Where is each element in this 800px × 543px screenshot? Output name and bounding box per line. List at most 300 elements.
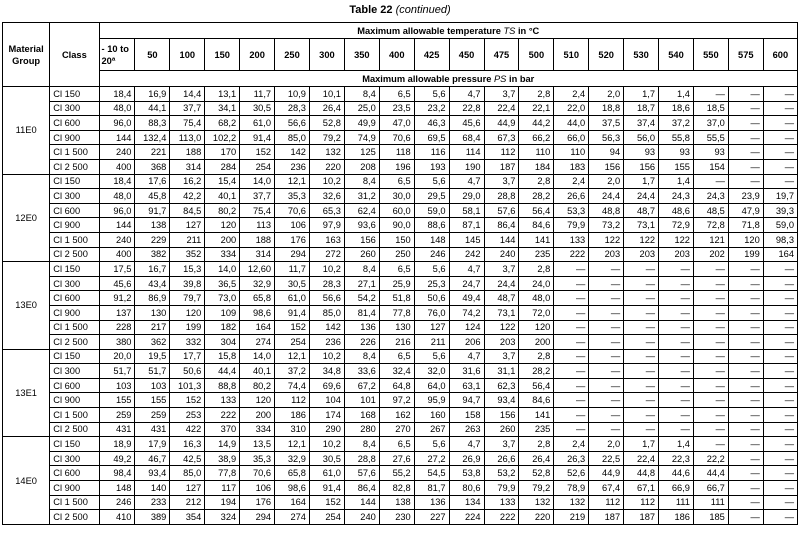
material-group-cell: 12E0 (3, 174, 50, 262)
pressure-value-cell: 12,1 (275, 174, 310, 189)
table-row (3, 393, 798, 408)
pressure-value-cell: 97,2 (379, 393, 414, 408)
pressure-value-cell: 98,6 (240, 305, 275, 320)
pressure-value-cell: 37,2 (275, 364, 310, 379)
pressure-value-cell: 130 (379, 320, 414, 335)
class-cell: Cl 300 (50, 451, 99, 466)
pressure-value-cell: 82,8 (379, 481, 414, 496)
pressure-value-cell: 2,0 (589, 437, 624, 452)
pressure-value-cell: 88,8 (205, 378, 240, 393)
pressure-value-cell: 28,3 (309, 276, 344, 291)
pressure-value-cell: 26,9 (449, 451, 484, 466)
pressure-value-cell: — (728, 276, 763, 291)
pressure-value-cell: 19,5 (135, 349, 170, 364)
pressure-value-cell: — (728, 87, 763, 102)
table-row (3, 495, 798, 510)
class-cell: Cl 2 500 (50, 159, 99, 174)
pressure-value-cell: 190 (449, 159, 484, 174)
pressure-value-cell: 88,3 (135, 116, 170, 131)
class-cell: Cl 600 (50, 291, 99, 306)
pressure-value-cell: 354 (170, 510, 205, 525)
pressure-value-cell: 23,5 (379, 101, 414, 116)
pressure-value-cell: 43,4 (135, 276, 170, 291)
pressure-value-cell: — (728, 320, 763, 335)
pressure-value-cell: — (728, 291, 763, 306)
class-cell: Cl 150 (50, 174, 99, 189)
table-row (3, 422, 798, 437)
pressure-value-cell: 150 (379, 232, 414, 247)
pressure-value-cell: 18,5 (693, 101, 728, 116)
pressure-value-cell: 64,0 (414, 378, 449, 393)
pressure-value-cell: 47,0 (379, 116, 414, 131)
pressure-value-cell: 132,4 (135, 130, 170, 145)
pressure-value-cell: 106 (240, 481, 275, 496)
pressure-value-cell: 75,4 (170, 116, 205, 131)
pressure-value-cell: — (659, 335, 694, 350)
pressure-value-cell: — (554, 393, 589, 408)
pressure-value-cell: 5,6 (414, 437, 449, 452)
pressure-value-cell: 79,7 (170, 291, 205, 306)
class-cell: Cl 300 (50, 276, 99, 291)
pressure-value-cell: 122 (624, 232, 659, 247)
pressure-value-cell: 259 (135, 408, 170, 423)
table-body (3, 87, 798, 525)
pressure-value-cell: 142 (275, 145, 310, 160)
pressure-value-cell: — (693, 422, 728, 437)
pressure-value-cell: 125 (344, 145, 379, 160)
pressure-value-cell: 164 (763, 247, 797, 262)
pressure-value-cell: 28,8 (344, 451, 379, 466)
pressure-value-cell: 188 (240, 232, 275, 247)
material-group-cell: 13E1 (3, 349, 50, 437)
pressure-value-cell: 22,4 (484, 101, 519, 116)
pressure-value-cell: 22,2 (693, 451, 728, 466)
temperature-values-row (3, 39, 798, 71)
pressure-value-cell: 22,0 (554, 101, 589, 116)
pressure-value-cell: — (728, 349, 763, 364)
pressure-value-cell: 196 (379, 159, 414, 174)
pressure-value-cell: 127 (170, 218, 205, 233)
pressure-value-cell: 74,2 (449, 305, 484, 320)
class-cell: Cl 2 500 (50, 247, 99, 262)
pressure-value-cell: 31,1 (484, 364, 519, 379)
pressure-value-cell: 164 (275, 495, 310, 510)
pressure-value-cell: 334 (240, 422, 275, 437)
pressure-value-cell: 133 (484, 495, 519, 510)
pressure-value-cell: 12,60 (240, 262, 275, 277)
pressure-value-cell: 51,7 (99, 364, 135, 379)
pressure-value-cell: 46,3 (414, 116, 449, 131)
pressure-value-cell: 110 (554, 145, 589, 160)
class-cell: Cl 900 (50, 393, 99, 408)
pressure-value-cell: — (624, 349, 659, 364)
pressure-value-cell: 84,5 (170, 203, 205, 218)
pressure-value-cell: — (624, 364, 659, 379)
pressure-value-cell: 80,2 (205, 203, 240, 218)
pressure-value-cell: 1,7 (624, 87, 659, 102)
class-cell: Cl 1 500 (50, 495, 99, 510)
temperature-col-14: 520 (589, 39, 624, 71)
pressure-value-cell: 61,0 (240, 116, 275, 131)
pressure-value-cell: 60,0 (379, 203, 414, 218)
pressure-value-cell: 168 (344, 408, 379, 423)
table-row (3, 305, 798, 320)
pressure-value-cell: — (763, 481, 797, 496)
pressure-value-cell: 194 (205, 495, 240, 510)
pressure-value-cell: 103 (99, 378, 135, 393)
pressure-value-cell: 10,2 (309, 262, 344, 277)
pressure-value-cell: 155 (135, 393, 170, 408)
pressure-temperature-table (2, 22, 798, 525)
table-row (3, 466, 798, 481)
pressure-value-cell: 19,7 (763, 189, 797, 204)
pressure-value-cell: — (763, 305, 797, 320)
pressure-value-cell: 42,5 (170, 451, 205, 466)
pressure-value-cell: 37,0 (693, 116, 728, 131)
pressure-value-cell: 260 (484, 422, 519, 437)
pressure-value-cell: 8,4 (344, 174, 379, 189)
pressure-value-cell: 31,2 (344, 189, 379, 204)
pressure-value-cell: — (728, 422, 763, 437)
pressure-value-cell: 76,0 (414, 305, 449, 320)
pressure-value-cell: 3,7 (484, 87, 519, 102)
pressure-value-cell: 24,4 (589, 189, 624, 204)
pressure-value-cell: 136 (344, 320, 379, 335)
pressure-value-cell: 30,5 (309, 451, 344, 466)
pressure-value-cell: 112 (589, 495, 624, 510)
class-cell: Cl 2 500 (50, 422, 99, 437)
pressure-value-cell: 250 (379, 247, 414, 262)
pressure-value-cell: 48,8 (589, 203, 624, 218)
pressure-value-cell: 18,4 (99, 174, 135, 189)
pressure-value-cell: 208 (344, 159, 379, 174)
table-row (3, 145, 798, 160)
temperature-col-9: 425 (414, 39, 449, 71)
pressure-value-cell: 65,8 (275, 466, 310, 481)
pressure-value-cell: 158 (449, 408, 484, 423)
pressure-value-cell: — (693, 305, 728, 320)
pressure-value-cell: 156 (589, 159, 624, 174)
pressure-value-cell: 94,7 (449, 393, 484, 408)
class-cell: Cl 1 500 (50, 232, 99, 247)
pressure-value-cell: 79,9 (484, 481, 519, 496)
pressure-value-cell: — (763, 276, 797, 291)
pressure-value-cell: — (728, 495, 763, 510)
pressure-value-cell: 24,3 (659, 189, 694, 204)
pressure-value-cell: 2,8 (519, 349, 554, 364)
class-cell: Cl 900 (50, 218, 99, 233)
pressure-value-cell: 6,5 (379, 349, 414, 364)
pressure-value-cell: 134 (449, 495, 484, 510)
pressure-value-cell: 16,2 (170, 174, 205, 189)
pressure-value-cell: 222 (205, 408, 240, 423)
pressure-value-cell: 117 (205, 481, 240, 496)
pressure-value-cell: 70,6 (379, 130, 414, 145)
pressure-value-cell: 8,4 (344, 437, 379, 452)
pressure-value-cell: — (728, 262, 763, 277)
pressure-value-cell: 22,3 (659, 451, 694, 466)
pressure-value-cell: 221 (135, 145, 170, 160)
pressure-value-cell: — (554, 320, 589, 335)
pressure-value-cell: 163 (309, 232, 344, 247)
pressure-value-cell: 20,0 (99, 349, 135, 364)
pressure-value-cell: 44,8 (624, 466, 659, 481)
pressure-value-cell: 57,6 (344, 466, 379, 481)
pressure-value-cell: 124 (449, 320, 484, 335)
pressure-value-cell: 222 (554, 247, 589, 262)
pressure-value-cell: 61,0 (275, 291, 310, 306)
pressure-value-cell: 62,3 (484, 378, 519, 393)
table-row (3, 349, 798, 364)
pressure-value-cell: 55,2 (379, 466, 414, 481)
pressure-value-cell: 73,1 (624, 218, 659, 233)
pressure-value-cell: 23,9 (728, 189, 763, 204)
pressure-value-cell: 27,1 (344, 276, 379, 291)
pressure-value-cell: 27,6 (379, 451, 414, 466)
material-group-cell: 14E0 (3, 437, 50, 525)
pressure-value-cell: 254 (275, 335, 310, 350)
pressure-value-cell: — (763, 101, 797, 116)
pressure-value-cell: 101 (344, 393, 379, 408)
pressure-value-cell: 32,0 (414, 364, 449, 379)
pressure-value-cell: 246 (414, 247, 449, 262)
table-number: Table 22 (349, 4, 393, 16)
pressure-value-cell: 217 (135, 320, 170, 335)
pressure-value-cell: 111 (693, 495, 728, 510)
pressure-value-cell: — (728, 437, 763, 452)
class-cell: Cl 600 (50, 378, 99, 393)
pressure-value-cell: 137 (99, 305, 135, 320)
pressure-value-cell: — (659, 378, 694, 393)
pressure-value-cell: 38,9 (205, 451, 240, 466)
pressure-value-cell: 69,5 (414, 130, 449, 145)
pressure-value-cell: 52,8 (309, 116, 344, 131)
pressure-value-cell: 17,9 (135, 437, 170, 452)
pressure-value-cell: — (693, 349, 728, 364)
pressure-value-cell: 4,7 (449, 87, 484, 102)
pressure-value-cell: 27,2 (414, 451, 449, 466)
pressure-value-cell: 332 (170, 335, 205, 350)
pressure-value-cell: 5,6 (414, 349, 449, 364)
pressure-value-cell: 78,9 (554, 481, 589, 496)
temperature-col-1: 50 (135, 39, 170, 71)
pressure-value-cell: 59,0 (763, 218, 797, 233)
pressure-value-cell: 67,3 (484, 130, 519, 145)
pressure-value-cell: 44,6 (659, 466, 694, 481)
class-cell: Cl 1 500 (50, 408, 99, 423)
pressure-value-cell: — (589, 393, 624, 408)
class-cell: Cl 2 500 (50, 510, 99, 525)
pressure-value-cell: 324 (205, 510, 240, 525)
pressure-value-cell: 66,0 (554, 130, 589, 145)
pressure-value-cell: 113 (240, 218, 275, 233)
pressure-value-cell: 52,8 (519, 466, 554, 481)
pressure-value-cell: 35,3 (275, 189, 310, 204)
pressure-value-cell: — (589, 320, 624, 335)
pressure-value-cell: 12,1 (275, 437, 310, 452)
pressure-value-cell: 37,7 (170, 101, 205, 116)
temperature-col-6: 300 (309, 39, 344, 71)
pressure-value-cell: — (554, 408, 589, 423)
pressure-value-cell: 57,6 (484, 203, 519, 218)
table-row (3, 159, 798, 174)
pressure-value-cell: 2,8 (519, 174, 554, 189)
pressure-value-cell: 272 (309, 247, 344, 262)
pressure-value-cell: 352 (170, 247, 205, 262)
pressure-value-cell: 17,7 (170, 349, 205, 364)
pressure-value-cell: — (554, 378, 589, 393)
pressure-value-cell: 8,4 (344, 87, 379, 102)
pressure-symbol: PS (493, 73, 507, 84)
pressure-value-cell: — (728, 364, 763, 379)
pressure-value-cell: 11,7 (275, 262, 310, 277)
pressure-value-cell: 102,2 (205, 130, 240, 145)
pressure-value-cell: 81,4 (344, 305, 379, 320)
pressure-value-cell: 220 (519, 510, 554, 525)
pressure-value-cell: 3,7 (484, 174, 519, 189)
temperature-col-4: 200 (240, 39, 275, 71)
pressure-value-cell: 120 (519, 320, 554, 335)
material-group-header-label: Material Group (8, 43, 44, 66)
pressure-value-cell: 28,2 (519, 364, 554, 379)
pressure-value-cell: — (624, 408, 659, 423)
pressure-value-cell: — (728, 408, 763, 423)
pressure-value-cell: — (693, 378, 728, 393)
pressure-value-cell: 254 (309, 510, 344, 525)
temperature-col-18: 575 (728, 39, 763, 71)
pressure-value-cell: 162 (379, 408, 414, 423)
pressure-value-cell: 6,5 (379, 437, 414, 452)
pressure-value-cell: — (728, 116, 763, 131)
pressure-value-cell: 50,6 (414, 291, 449, 306)
pressure-value-cell: 97,9 (309, 218, 344, 233)
pressure-value-cell: — (589, 378, 624, 393)
pressure-value-cell: 32,9 (275, 451, 310, 466)
pressure-value-cell: 93,4 (135, 466, 170, 481)
pressure-value-cell: — (763, 510, 797, 525)
pressure-value-cell: 304 (205, 335, 240, 350)
temperature-col-15: 530 (624, 39, 659, 71)
pressure-value-cell: 156 (624, 159, 659, 174)
pressure-value-cell: 284 (205, 159, 240, 174)
pressure-value-cell: 227 (414, 510, 449, 525)
pressure-value-cell: 10,9 (275, 87, 310, 102)
pressure-value-cell: 263 (449, 422, 484, 437)
pressure-value-cell: 224 (449, 510, 484, 525)
pressure-value-cell: 58,1 (449, 203, 484, 218)
pressure-value-cell: 206 (449, 335, 484, 350)
pressure-value-cell: — (624, 320, 659, 335)
pressure-value-cell: 22,4 (624, 451, 659, 466)
pressure-title: Maximum allowable pressure (362, 73, 492, 84)
pressure-value-cell: 220 (309, 159, 344, 174)
pressure-value-cell: 10,2 (309, 349, 344, 364)
pressure-value-cell: 93,4 (484, 393, 519, 408)
pressure-value-cell: 142 (309, 320, 344, 335)
pressure-value-cell: 56,0 (624, 130, 659, 145)
table-continued: (continued) (395, 4, 451, 16)
pressure-value-cell: 132 (554, 495, 589, 510)
pressure-value-cell: 132 (519, 495, 554, 510)
pressure-value-cell: 55,5 (693, 130, 728, 145)
class-cell: Cl 2 500 (50, 335, 99, 350)
pressure-value-cell: — (589, 262, 624, 277)
pressure-value-cell: 24,4 (624, 189, 659, 204)
pressure-value-cell: 66,7 (693, 481, 728, 496)
pressure-value-cell: 141 (519, 408, 554, 423)
pressure-value-cell: — (659, 320, 694, 335)
table-row (3, 130, 798, 145)
class-cell: Cl 600 (50, 116, 99, 131)
pressure-value-cell: 34,1 (205, 101, 240, 116)
pressure-value-cell: 13,1 (205, 87, 240, 102)
pressure-value-cell: 22,8 (449, 101, 484, 116)
pressure-value-cell: 236 (309, 335, 344, 350)
pressure-value-cell: 39,3 (763, 203, 797, 218)
temperature-col-11: 475 (484, 39, 519, 71)
table-row (3, 510, 798, 525)
pressure-value-cell: 74,4 (275, 378, 310, 393)
class-cell: Cl 150 (50, 349, 99, 364)
pressure-value-cell: 65,3 (309, 203, 344, 218)
pressure-value-cell: 68,2 (205, 116, 240, 131)
pressure-value-cell: 6,5 (379, 262, 414, 277)
pressure-value-cell: 216 (379, 335, 414, 350)
pressure-value-cell: 200 (205, 232, 240, 247)
pressure-value-cell: 15,8 (205, 349, 240, 364)
temperature-col-19: 600 (763, 39, 797, 71)
pressure-value-cell: 85,0 (309, 305, 344, 320)
pressure-value-cell: — (763, 130, 797, 145)
pressure-value-cell: 2,0 (589, 174, 624, 189)
pressure-value-cell: 203 (589, 247, 624, 262)
pressure-value-cell: 10,2 (309, 437, 344, 452)
pressure-value-cell: — (728, 130, 763, 145)
pressure-value-cell: 132 (309, 145, 344, 160)
pressure-value-cell: 37,2 (659, 116, 694, 131)
pressure-value-cell: — (693, 408, 728, 423)
pressure-value-cell: 70,6 (240, 466, 275, 481)
pressure-value-cell: 54,5 (414, 466, 449, 481)
pressure-value-cell: 53,3 (554, 203, 589, 218)
pressure-value-cell: 51,8 (379, 291, 414, 306)
pressure-value-cell: 37,7 (240, 189, 275, 204)
pressure-value-cell: 48,0 (519, 291, 554, 306)
pressure-value-cell: 64,8 (379, 378, 414, 393)
pressure-value-cell: 93 (659, 145, 694, 160)
pressure-value-cell: — (554, 335, 589, 350)
pressure-value-cell: 314 (240, 247, 275, 262)
pressure-value-cell: — (693, 291, 728, 306)
pressure-value-cell: 72,9 (659, 218, 694, 233)
pressure-value-cell: — (728, 101, 763, 116)
pressure-value-cell: 1,7 (624, 437, 659, 452)
pressure-value-cell: — (589, 408, 624, 423)
pressure-value-cell: 44,9 (484, 116, 519, 131)
pressure-value-cell: 144 (484, 232, 519, 247)
pressure-value-cell: 314 (170, 159, 205, 174)
pressure-value-cell: 156 (484, 408, 519, 423)
pressure-value-cell: 389 (135, 510, 170, 525)
pressure-value-cell: — (763, 335, 797, 350)
pressure-value-cell: 56,4 (519, 203, 554, 218)
pressure-value-cell: — (693, 437, 728, 452)
pressure-value-cell: 28,8 (484, 189, 519, 204)
pressure-value-cell: 6,5 (379, 174, 414, 189)
pressure-value-cell: 2,4 (554, 437, 589, 452)
pressure-value-cell: 240 (344, 510, 379, 525)
pressure-value-cell: 28,2 (519, 189, 554, 204)
